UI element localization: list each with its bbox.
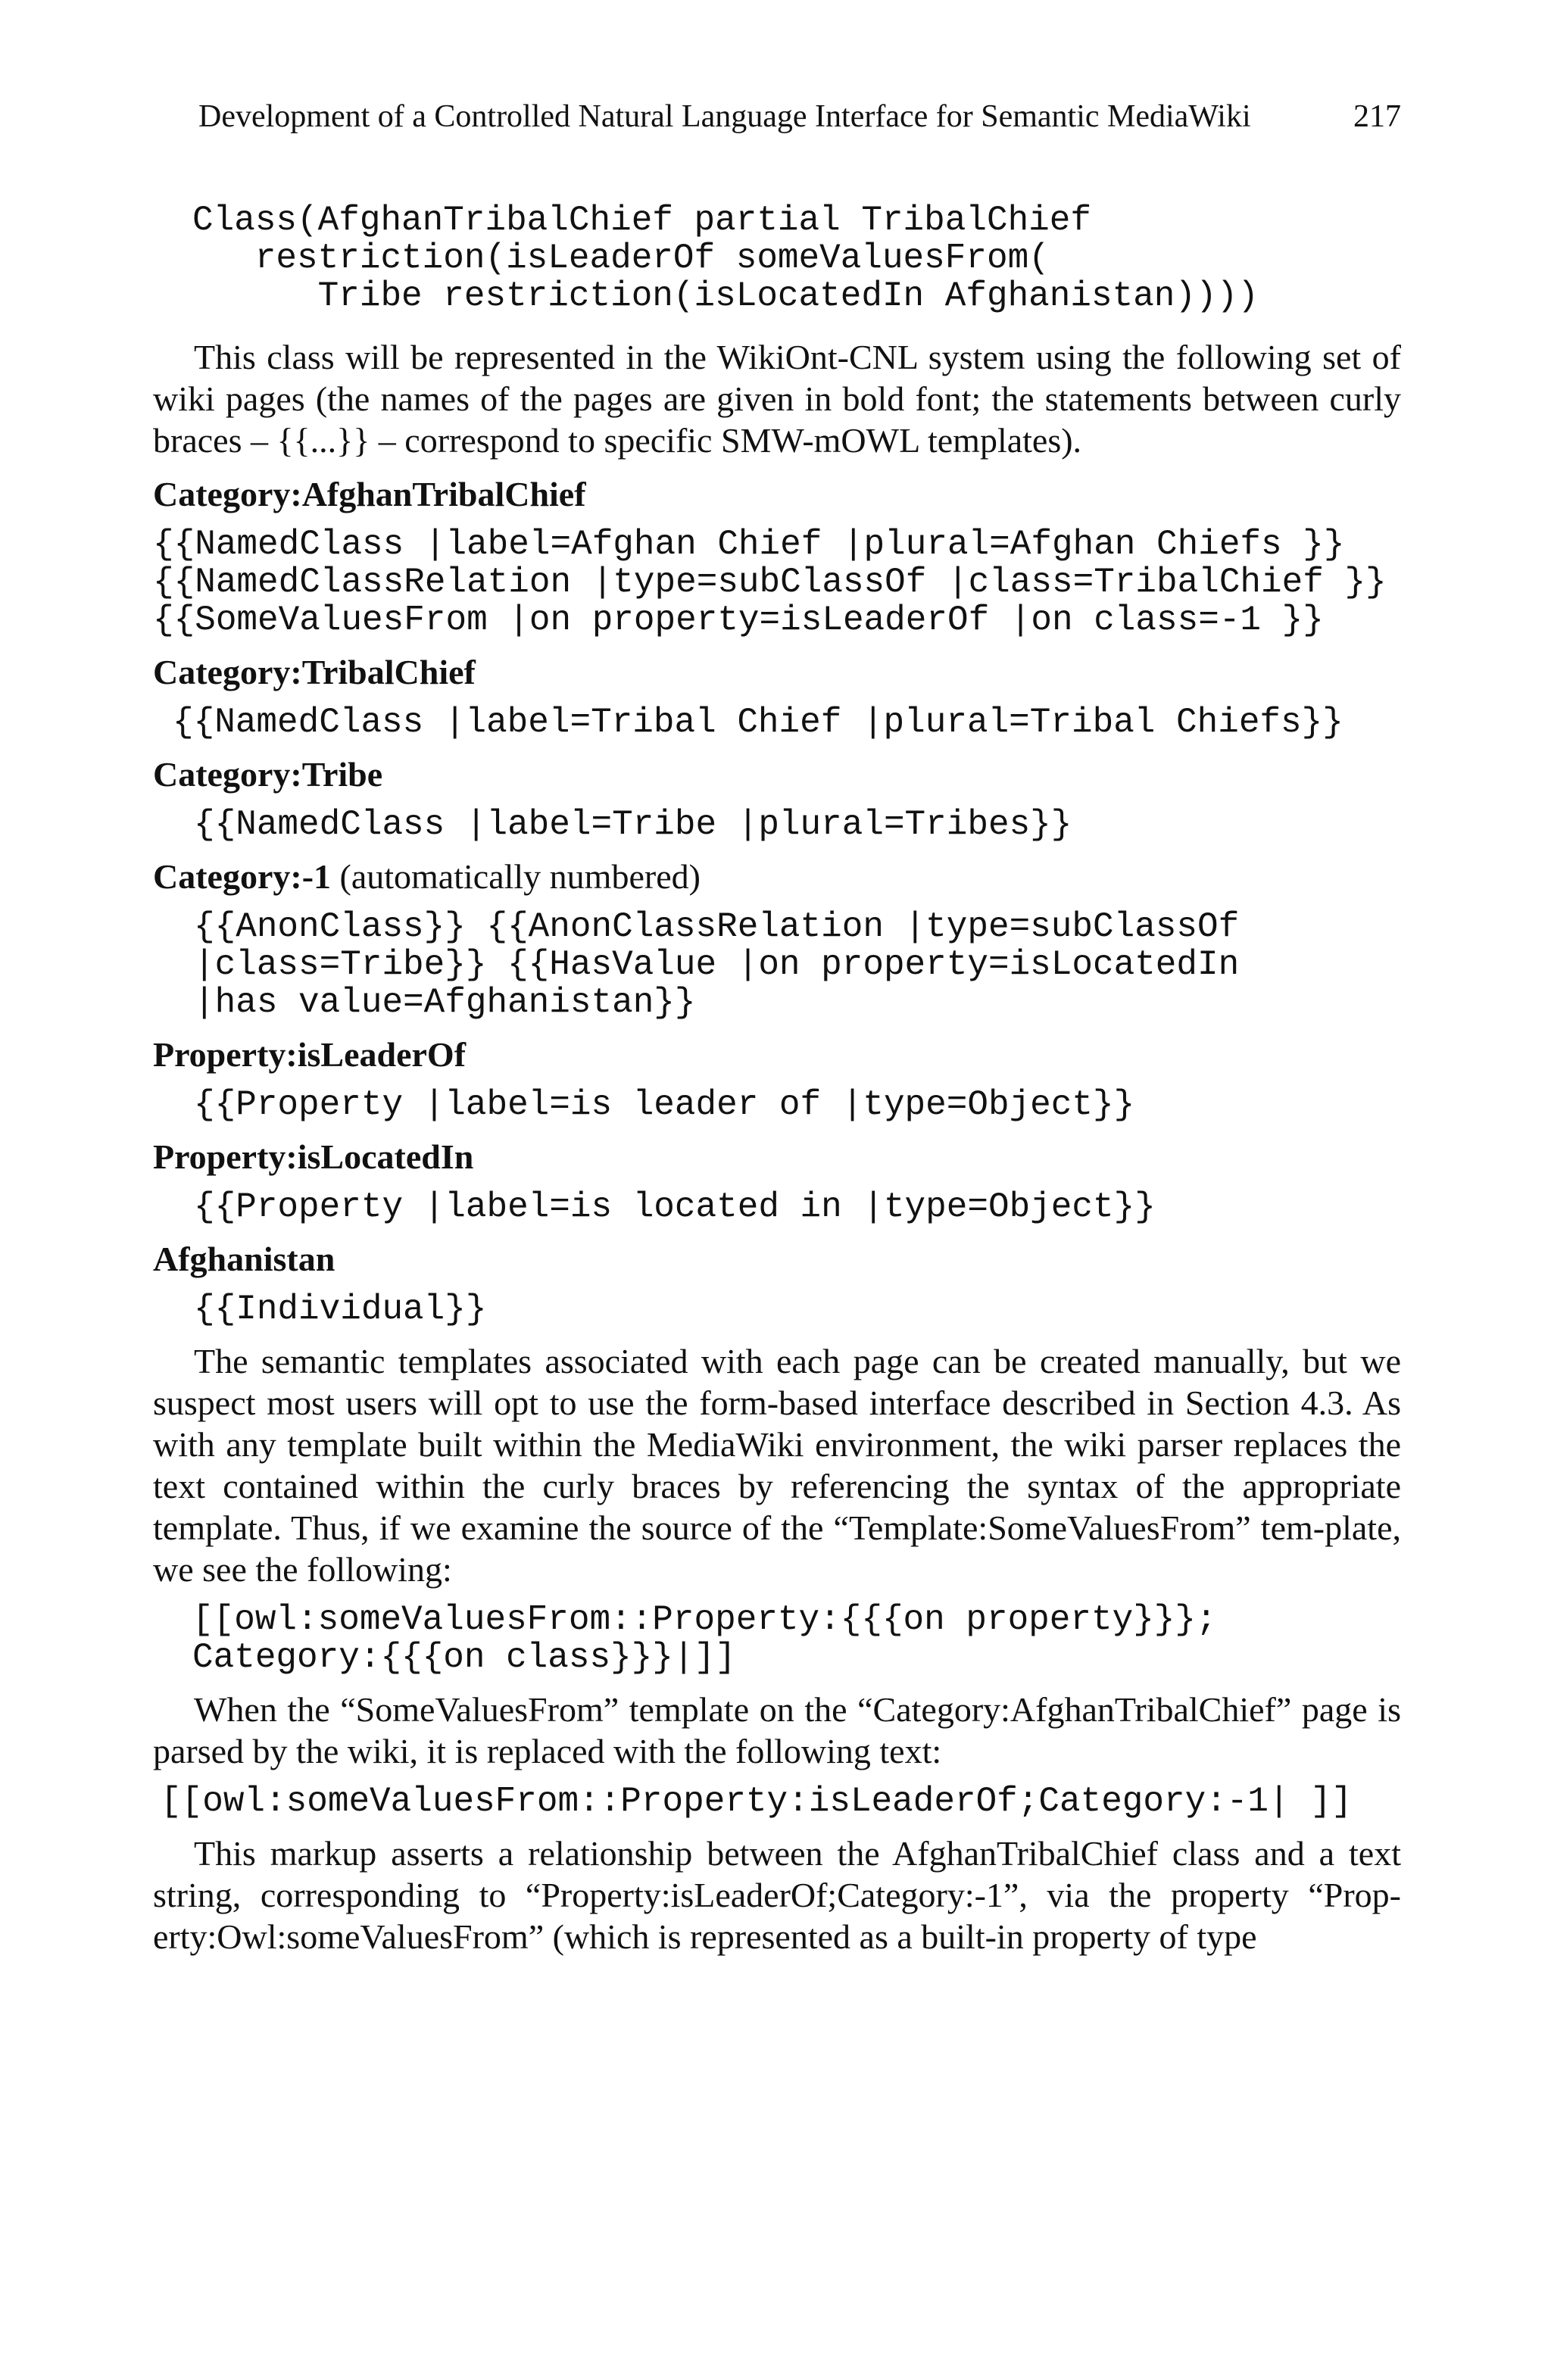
wiki-page-heading [153, 1238, 1401, 1280]
parsed-paragraph: When the “SomeValuesFrom” template on the “Category:AfghanTribalChief” page is parsed by the wiki, it is replaced with the following text: [153, 1690, 1401, 1770]
wiki-page-heading [153, 856, 1401, 897]
wiki-page-heading [153, 473, 1401, 515]
wiki-page-title: Category:TribalChief [153, 653, 476, 691]
wiki-page-title: Category:-1 [153, 857, 332, 896]
wiki-page-code: {{AnonClass}} {{AnonClassRelation |type=subClassOf |class=Tribe}} {{HasValue |on property=isLocatedIn |has value=Afghanistan}} [194, 907, 1240, 1022]
wiki-page-title: Property:isLocatedIn [153, 1137, 474, 1176]
wiki-page-title: Property:isLeaderOf [153, 1035, 467, 1074]
intro-paragraph: This class will be represented in the WikiOnt-CNL system using the following set of wiki pages (the names of the pages are given in bold font; the statements between curly braces – {{...}} – correspond to specific SMW-mOWL templates). [153, 338, 1401, 460]
wiki-page-heading [153, 1136, 1401, 1178]
wiki-page-heading [153, 753, 1401, 795]
wiki-page-title: Afghanistan [153, 1240, 335, 1278]
wiki-page-code: {{Property |label=is leader of |type=Object}} [194, 1085, 1135, 1124]
markup-paragraph: This markup asserts a relationship between the AfghanTribalChief class and a text string, corresponding to “Property:isLeaderOf;Category:-1”, via the property “Prop-erty:Owl:someValuesFrom” (which is represented as a built-in property of type [153, 1834, 1401, 1956]
wiki-page-heading [153, 1034, 1401, 1075]
templates-paragraph: The semantic templates associated with each page can be created manually, but we suspect most users will opt to use the form-based interface described in Section 4.3. As with any template built within the MediaWiki environment, the wiki parser replaces the text contained within the curly braces by referencing the syntax of the appropriate template. Thus, if we examine the source of the “Template:SomeValuesFrom” tem-plate, we see the following: [153, 1342, 1401, 1589]
page-body [153, 192, 1401, 1957]
parsed-text-code: [[owl:someValuesFrom::Property:isLeaderOf;Category:-1| ]] [161, 1782, 1353, 1821]
wiki-page-code: {{NamedClass |label=Afghan Chief |plural=Afghan Chiefs }} {{NamedClassRelation |type=subClassOf |class=TribalChief }} {{SomeValuesFrom |on property=isLeaderOf |on class=-1 }} [153, 525, 1387, 640]
wiki-page-title: Category:Tribe [153, 755, 383, 794]
page-number: 217 [1353, 99, 1401, 134]
wiki-page-code: {{Individual}} [194, 1290, 487, 1329]
template-source-code: [[owl:someValuesFrom::Property:{{{on property}}}; Category:{{{on class}}}|]] [192, 1600, 1217, 1677]
wiki-page-code: {{NamedClass |label=Tribe |plural=Tribes}} [194, 805, 1072, 844]
owl-class-definition: Class(AfghanTribalChief partial TribalChief restriction(isLeaderOf someValuesFrom( Tribe restriction(isLocatedIn Afghanistan)))) [192, 201, 1259, 316]
wiki-page-note: (automatically numbered) [331, 857, 701, 896]
running-header [198, 94, 1401, 139]
wiki-page-code: {{Property |label=is located in |type=Object}} [194, 1187, 1156, 1227]
wiki-page-heading [153, 651, 1401, 693]
wiki-page-code: {{NamedClass |label=Tribal Chief |plural=Tribal Chiefs}} [173, 703, 1343, 742]
wiki-page-title: Category:AfghanTribalChief [153, 475, 586, 513]
running-title: Development of a Controlled Natural Language Interface for Semantic MediaWiki [198, 99, 1251, 134]
